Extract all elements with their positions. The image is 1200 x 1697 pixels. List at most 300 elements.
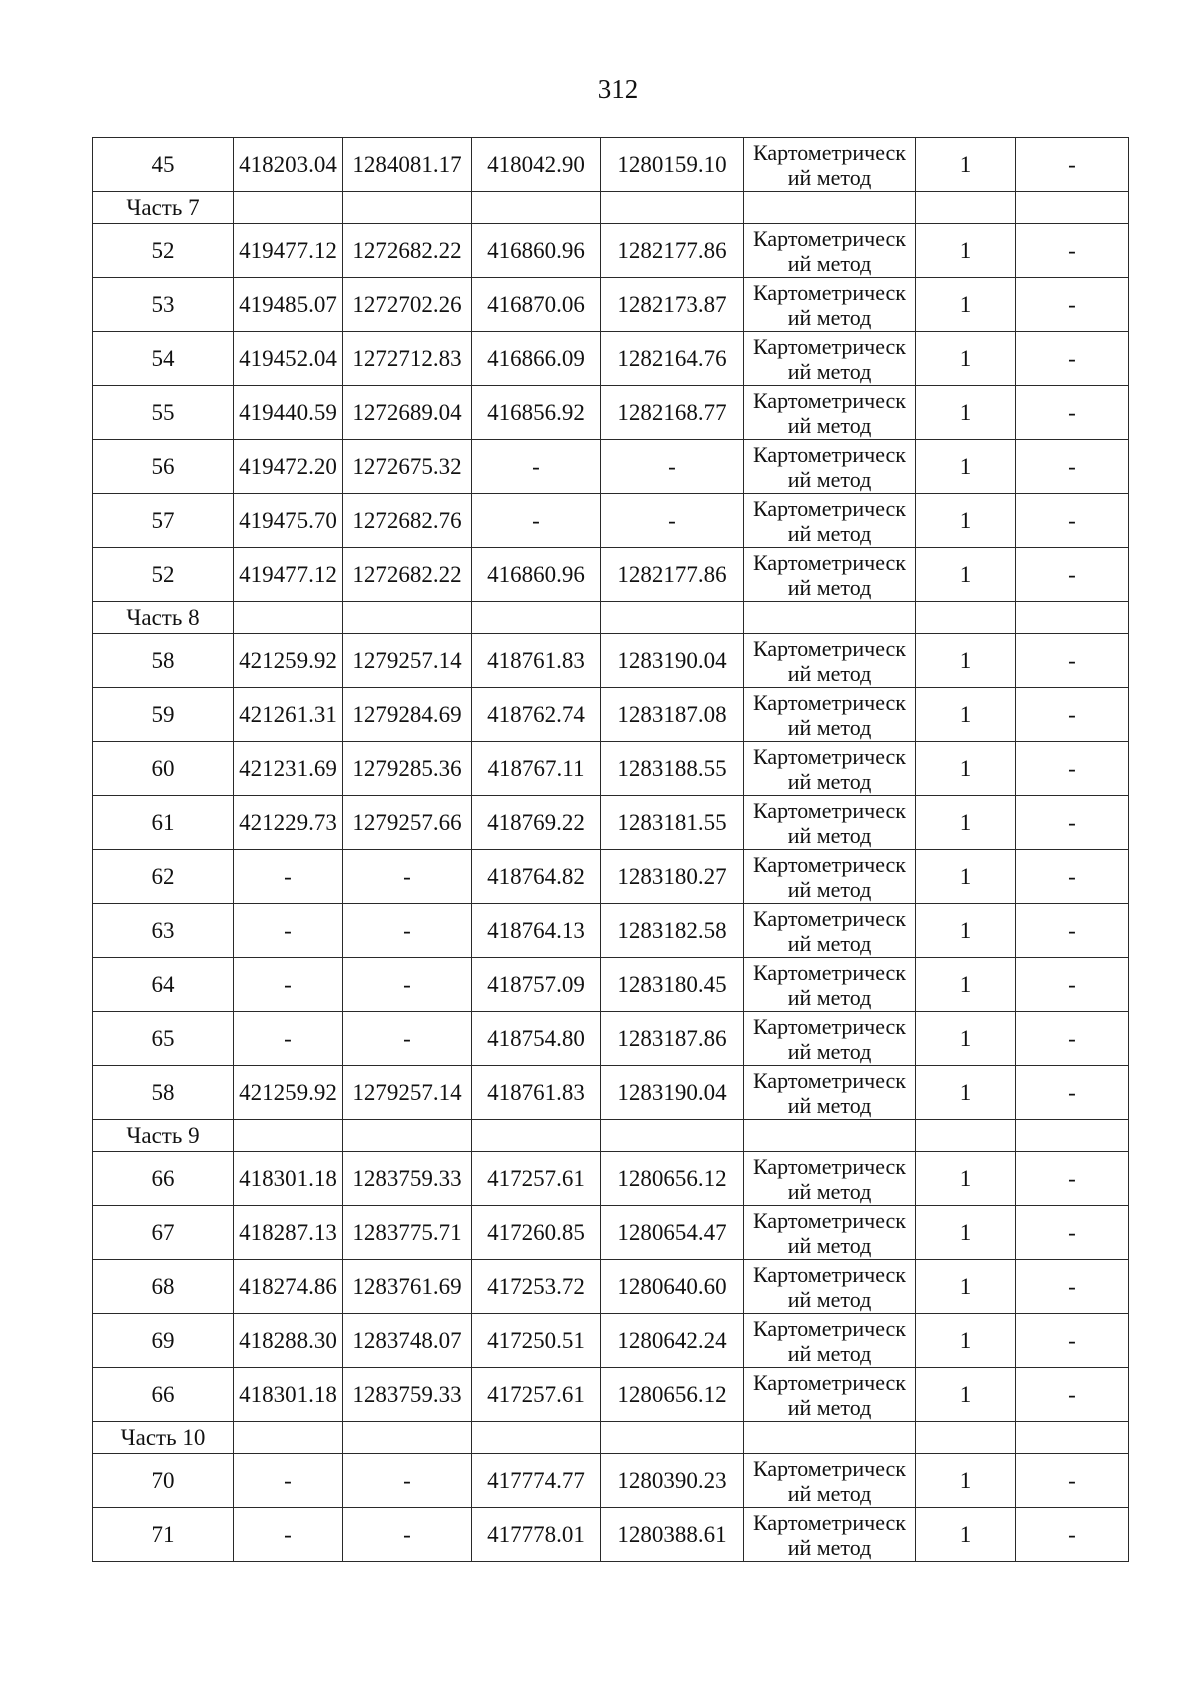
point-number-cell: 60	[93, 742, 234, 796]
table-row	[93, 440, 1129, 494]
method-line-1: Картометрическ	[753, 549, 906, 575]
method-cell	[744, 688, 916, 742]
x-old-cell: 418288.30	[234, 1314, 343, 1368]
empty-cell	[916, 602, 1016, 634]
method-cell	[744, 138, 916, 192]
y-old-cell: 1279284.69	[343, 688, 472, 742]
method-cell	[744, 634, 916, 688]
x-new-cell: 418762.74	[472, 688, 601, 742]
method-cell	[744, 1508, 916, 1562]
x-old-cell: 421259.92	[234, 1066, 343, 1120]
x-old-cell: 418203.04	[234, 138, 343, 192]
method-line-1: Картометрическ	[753, 1261, 906, 1287]
description-cell: -	[1016, 796, 1129, 850]
x-new-cell: 418767.11	[472, 742, 601, 796]
empty-cell	[472, 192, 601, 224]
method-line-1: Картометрическ	[753, 1369, 906, 1395]
y-new-cell: 1283180.45	[601, 958, 744, 1012]
accuracy-cell: 1	[916, 850, 1016, 904]
y-new-cell: 1282173.87	[601, 278, 744, 332]
accuracy-cell: 1	[916, 278, 1016, 332]
point-number-cell: 62	[93, 850, 234, 904]
method-line-2: ий метод	[787, 250, 872, 276]
empty-cell	[916, 1422, 1016, 1454]
x-new-cell: 417250.51	[472, 1314, 601, 1368]
x-old-cell: 421261.31	[234, 688, 343, 742]
point-number-cell: 58	[93, 634, 234, 688]
section-label: Часть 8	[93, 602, 234, 634]
y-old-cell: 1283761.69	[343, 1260, 472, 1314]
y-old-cell: -	[343, 1454, 472, 1508]
accuracy-cell: 1	[916, 742, 1016, 796]
table-row	[93, 278, 1129, 332]
section-label: Часть 9	[93, 1120, 234, 1152]
method-cell	[744, 224, 916, 278]
description-cell: -	[1016, 1012, 1129, 1066]
y-new-cell: 1282177.86	[601, 548, 744, 602]
method-cell	[744, 958, 916, 1012]
point-number-cell: 67	[93, 1206, 234, 1260]
accuracy-cell: 1	[916, 1152, 1016, 1206]
method-line-1: Картометрическ	[753, 387, 906, 413]
y-new-cell: 1283182.58	[601, 904, 744, 958]
accuracy-cell: 1	[916, 1508, 1016, 1562]
method-line-2: ий метод	[787, 1394, 872, 1420]
method-cell	[744, 850, 916, 904]
accuracy-cell: 1	[916, 1314, 1016, 1368]
method-line-2: ий метод	[787, 930, 872, 956]
x-new-cell: 416866.09	[472, 332, 601, 386]
x-new-cell: 417778.01	[472, 1508, 601, 1562]
x-old-cell: 419485.07	[234, 278, 343, 332]
description-cell: -	[1016, 958, 1129, 1012]
x-old-cell: -	[234, 850, 343, 904]
method-cell	[744, 904, 916, 958]
empty-cell	[1016, 1120, 1129, 1152]
method-line-2: ий метод	[787, 466, 872, 492]
method-line-2: ий метод	[787, 822, 872, 848]
description-cell: -	[1016, 440, 1129, 494]
y-new-cell: 1282168.77	[601, 386, 744, 440]
y-old-cell: 1272689.04	[343, 386, 472, 440]
table-row	[93, 386, 1129, 440]
x-new-cell: 418769.22	[472, 796, 601, 850]
y-new-cell: 1283188.55	[601, 742, 744, 796]
x-old-cell: -	[234, 904, 343, 958]
accuracy-cell: 1	[916, 1012, 1016, 1066]
y-old-cell: 1272682.76	[343, 494, 472, 548]
table-body	[93, 138, 1129, 1562]
empty-cell	[1016, 1422, 1129, 1454]
method-cell	[744, 494, 916, 548]
table-row	[93, 850, 1129, 904]
method-line-2: ий метод	[787, 714, 872, 740]
empty-cell	[472, 602, 601, 634]
empty-cell	[234, 1120, 343, 1152]
description-cell: -	[1016, 742, 1129, 796]
x-new-cell: 417774.77	[472, 1454, 601, 1508]
accuracy-cell: 1	[916, 1260, 1016, 1314]
method-line-1: Картометрическ	[753, 959, 906, 985]
method-line-2: ий метод	[787, 1232, 872, 1258]
method-line-2: ий метод	[787, 1480, 872, 1506]
method-cell	[744, 1454, 916, 1508]
y-old-cell: -	[343, 850, 472, 904]
y-new-cell: 1283181.55	[601, 796, 744, 850]
table-row	[93, 688, 1129, 742]
y-old-cell: 1272712.83	[343, 332, 472, 386]
y-old-cell: -	[343, 958, 472, 1012]
description-cell: -	[1016, 1454, 1129, 1508]
x-new-cell: 417253.72	[472, 1260, 601, 1314]
y-old-cell: 1283759.33	[343, 1368, 472, 1422]
section-header-row	[93, 192, 1129, 224]
y-old-cell: 1283775.71	[343, 1206, 472, 1260]
y-old-cell: 1279285.36	[343, 742, 472, 796]
y-new-cell: 1280388.61	[601, 1508, 744, 1562]
method-line-2: ий метод	[787, 164, 872, 190]
method-line-1: Картометрическ	[753, 1013, 906, 1039]
table-row	[93, 494, 1129, 548]
y-old-cell: 1272702.26	[343, 278, 472, 332]
method-line-1: Картометрическ	[753, 333, 906, 359]
method-line-1: Картометрическ	[753, 743, 906, 769]
x-old-cell: 418274.86	[234, 1260, 343, 1314]
empty-cell	[916, 192, 1016, 224]
method-cell	[744, 548, 916, 602]
description-cell: -	[1016, 386, 1129, 440]
table-row	[93, 1152, 1129, 1206]
table-row	[93, 1314, 1129, 1368]
accuracy-cell: 1	[916, 386, 1016, 440]
x-new-cell: 418761.83	[472, 634, 601, 688]
method-cell	[744, 278, 916, 332]
x-new-cell: -	[472, 494, 601, 548]
point-number-cell: 52	[93, 224, 234, 278]
x-old-cell: 421259.92	[234, 634, 343, 688]
x-new-cell: 418042.90	[472, 138, 601, 192]
method-line-1: Картометрическ	[753, 279, 906, 305]
section-header-row	[93, 1422, 1129, 1454]
x-old-cell: 421229.73	[234, 796, 343, 850]
y-old-cell: 1272682.22	[343, 224, 472, 278]
method-line-1: Картометрическ	[753, 1207, 906, 1233]
section-header-row	[93, 602, 1129, 634]
x-old-cell: 419477.12	[234, 548, 343, 602]
y-old-cell: 1279257.14	[343, 1066, 472, 1120]
x-new-cell: 418754.80	[472, 1012, 601, 1066]
point-number-cell: 54	[93, 332, 234, 386]
point-number-cell: 58	[93, 1066, 234, 1120]
method-line-2: ий метод	[787, 1178, 872, 1204]
point-number-cell: 63	[93, 904, 234, 958]
point-number-cell: 66	[93, 1368, 234, 1422]
description-cell: -	[1016, 634, 1129, 688]
empty-cell	[601, 602, 744, 634]
description-cell: -	[1016, 1206, 1129, 1260]
coordinates-table	[92, 137, 1129, 1562]
empty-cell	[343, 602, 472, 634]
method-line-1: Картометрическ	[753, 1067, 906, 1093]
accuracy-cell: 1	[916, 548, 1016, 602]
x-new-cell: 417257.61	[472, 1368, 601, 1422]
y-new-cell: 1283180.27	[601, 850, 744, 904]
empty-cell	[1016, 192, 1129, 224]
method-line-2: ий метод	[787, 1038, 872, 1064]
empty-cell	[1016, 602, 1129, 634]
empty-cell	[472, 1120, 601, 1152]
y-new-cell: 1283187.08	[601, 688, 744, 742]
table-row	[93, 224, 1129, 278]
x-new-cell: 416870.06	[472, 278, 601, 332]
description-cell: -	[1016, 1260, 1129, 1314]
description-cell: -	[1016, 138, 1129, 192]
method-line-2: ий метод	[787, 412, 872, 438]
x-new-cell: 418764.13	[472, 904, 601, 958]
point-number-cell: 68	[93, 1260, 234, 1314]
description-cell: -	[1016, 1152, 1129, 1206]
description-cell: -	[1016, 1066, 1129, 1120]
empty-cell	[916, 1120, 1016, 1152]
empty-cell	[744, 1422, 916, 1454]
x-new-cell: 416860.96	[472, 548, 601, 602]
method-cell	[744, 1368, 916, 1422]
description-cell: -	[1016, 1314, 1129, 1368]
empty-cell	[744, 602, 916, 634]
x-new-cell: 416856.92	[472, 386, 601, 440]
x-old-cell: -	[234, 958, 343, 1012]
y-new-cell: 1280640.60	[601, 1260, 744, 1314]
point-number-cell: 65	[93, 1012, 234, 1066]
page-number: 312	[597, 74, 639, 104]
method-line-1: Картометрическ	[753, 689, 906, 715]
x-old-cell: -	[234, 1012, 343, 1066]
empty-cell	[343, 1422, 472, 1454]
empty-cell	[343, 1120, 472, 1152]
method-line-2: ий метод	[787, 304, 872, 330]
method-line-2: ий метод	[787, 876, 872, 902]
empty-cell	[472, 1422, 601, 1454]
x-new-cell: 417260.85	[472, 1206, 601, 1260]
y-new-cell: 1283190.04	[601, 1066, 744, 1120]
accuracy-cell: 1	[916, 440, 1016, 494]
x-new-cell: 418764.82	[472, 850, 601, 904]
accuracy-cell: 1	[916, 138, 1016, 192]
accuracy-cell: 1	[916, 958, 1016, 1012]
table-row	[93, 1260, 1129, 1314]
empty-cell	[601, 192, 744, 224]
method-line-1: Картометрическ	[753, 1509, 906, 1535]
method-cell	[744, 1066, 916, 1120]
description-cell: -	[1016, 1368, 1129, 1422]
method-line-2: ий метод	[787, 574, 872, 600]
table-row	[93, 1508, 1129, 1562]
x-new-cell: 417257.61	[472, 1152, 601, 1206]
accuracy-cell: 1	[916, 1206, 1016, 1260]
method-line-1: Картометрическ	[753, 635, 906, 661]
method-line-1: Картометрическ	[753, 905, 906, 931]
y-old-cell: -	[343, 1012, 472, 1066]
y-new-cell: -	[601, 494, 744, 548]
empty-cell	[744, 1120, 916, 1152]
empty-cell	[234, 1422, 343, 1454]
x-new-cell: 418757.09	[472, 958, 601, 1012]
table-row	[93, 548, 1129, 602]
y-new-cell: 1280654.47	[601, 1206, 744, 1260]
x-old-cell: 419452.04	[234, 332, 343, 386]
accuracy-cell: 1	[916, 1454, 1016, 1508]
y-old-cell: 1272682.22	[343, 548, 472, 602]
y-old-cell: 1272675.32	[343, 440, 472, 494]
empty-cell	[234, 602, 343, 634]
point-number-cell: 59	[93, 688, 234, 742]
description-cell: -	[1016, 278, 1129, 332]
section-label: Часть 7	[93, 192, 234, 224]
method-line-1: Картометрическ	[753, 139, 906, 165]
y-new-cell: 1283190.04	[601, 634, 744, 688]
point-number-cell: 52	[93, 548, 234, 602]
y-old-cell: 1283759.33	[343, 1152, 472, 1206]
section-label: Часть 10	[93, 1422, 234, 1454]
table-row	[93, 904, 1129, 958]
x-old-cell: 419472.20	[234, 440, 343, 494]
y-new-cell: 1282177.86	[601, 224, 744, 278]
method-line-1: Картометрическ	[753, 225, 906, 251]
accuracy-cell: 1	[916, 904, 1016, 958]
x-old-cell: 419477.12	[234, 224, 343, 278]
table-row	[93, 1368, 1129, 1422]
method-line-2: ий метод	[787, 520, 872, 546]
empty-cell	[601, 1120, 744, 1152]
method-cell	[744, 386, 916, 440]
accuracy-cell: 1	[916, 634, 1016, 688]
method-line-1: Картометрическ	[753, 1455, 906, 1481]
y-old-cell: 1279257.66	[343, 796, 472, 850]
description-cell: -	[1016, 1508, 1129, 1562]
table-row	[93, 796, 1129, 850]
accuracy-cell: 1	[916, 224, 1016, 278]
point-number-cell: 53	[93, 278, 234, 332]
point-number-cell: 71	[93, 1508, 234, 1562]
table-row	[93, 742, 1129, 796]
y-old-cell: -	[343, 1508, 472, 1562]
x-old-cell: 418301.18	[234, 1152, 343, 1206]
empty-cell	[234, 192, 343, 224]
method-line-1: Картометрическ	[753, 441, 906, 467]
table-row	[93, 1012, 1129, 1066]
accuracy-cell: 1	[916, 796, 1016, 850]
accuracy-cell: 1	[916, 1368, 1016, 1422]
point-number-cell: 66	[93, 1152, 234, 1206]
x-old-cell: 419440.59	[234, 386, 343, 440]
y-new-cell: 1282164.76	[601, 332, 744, 386]
y-new-cell: 1283187.86	[601, 1012, 744, 1066]
y-new-cell: 1280159.10	[601, 138, 744, 192]
description-cell: -	[1016, 224, 1129, 278]
empty-cell	[343, 192, 472, 224]
accuracy-cell: 1	[916, 332, 1016, 386]
description-cell: -	[1016, 548, 1129, 602]
x-new-cell: 416860.96	[472, 224, 601, 278]
x-old-cell: -	[234, 1508, 343, 1562]
x-old-cell: 419475.70	[234, 494, 343, 548]
method-line-1: Картометрическ	[753, 797, 906, 823]
method-line-1: Картометрическ	[753, 1315, 906, 1341]
table-row	[93, 634, 1129, 688]
method-cell	[744, 742, 916, 796]
point-number-cell: 69	[93, 1314, 234, 1368]
y-old-cell: 1284081.17	[343, 138, 472, 192]
y-old-cell: 1279257.14	[343, 634, 472, 688]
y-new-cell: 1280656.12	[601, 1368, 744, 1422]
method-line-2: ий метод	[787, 358, 872, 384]
method-line-2: ий метод	[787, 660, 872, 686]
y-new-cell: -	[601, 440, 744, 494]
method-line-2: ий метод	[787, 1340, 872, 1366]
description-cell: -	[1016, 688, 1129, 742]
y-old-cell: -	[343, 904, 472, 958]
x-old-cell: 421231.69	[234, 742, 343, 796]
accuracy-cell: 1	[916, 1066, 1016, 1120]
method-cell	[744, 1012, 916, 1066]
y-new-cell: 1280642.24	[601, 1314, 744, 1368]
point-number-cell: 55	[93, 386, 234, 440]
method-cell	[744, 1314, 916, 1368]
method-cell	[744, 332, 916, 386]
method-line-2: ий метод	[787, 984, 872, 1010]
point-number-cell: 61	[93, 796, 234, 850]
point-number-cell: 45	[93, 138, 234, 192]
method-line-1: Картометрическ	[753, 495, 906, 521]
method-line-1: Картометрическ	[753, 851, 906, 877]
x-old-cell: 418287.13	[234, 1206, 343, 1260]
table-row	[93, 1066, 1129, 1120]
accuracy-cell: 1	[916, 494, 1016, 548]
x-new-cell: -	[472, 440, 601, 494]
table-row	[93, 332, 1129, 386]
method-cell	[744, 796, 916, 850]
empty-cell	[744, 192, 916, 224]
method-line-2: ий метод	[787, 768, 872, 794]
description-cell: -	[1016, 332, 1129, 386]
table-row	[93, 1454, 1129, 1508]
point-number-cell: 70	[93, 1454, 234, 1508]
method-cell	[744, 1260, 916, 1314]
table-row	[93, 138, 1129, 192]
table-row	[93, 958, 1129, 1012]
point-number-cell: 64	[93, 958, 234, 1012]
method-cell	[744, 1152, 916, 1206]
x-old-cell: 418301.18	[234, 1368, 343, 1422]
accuracy-cell: 1	[916, 688, 1016, 742]
method-line-2: ий метод	[787, 1286, 872, 1312]
x-new-cell: 418761.83	[472, 1066, 601, 1120]
description-cell: -	[1016, 904, 1129, 958]
y-new-cell: 1280390.23	[601, 1454, 744, 1508]
point-number-cell: 56	[93, 440, 234, 494]
method-line-2: ий метод	[787, 1092, 872, 1118]
method-line-2: ий метод	[787, 1534, 872, 1560]
description-cell: -	[1016, 850, 1129, 904]
x-old-cell: -	[234, 1454, 343, 1508]
y-new-cell: 1280656.12	[601, 1152, 744, 1206]
description-cell: -	[1016, 494, 1129, 548]
point-number-cell: 57	[93, 494, 234, 548]
method-line-1: Картометрическ	[753, 1153, 906, 1179]
table-row	[93, 1206, 1129, 1260]
method-cell	[744, 440, 916, 494]
section-header-row	[93, 1120, 1129, 1152]
